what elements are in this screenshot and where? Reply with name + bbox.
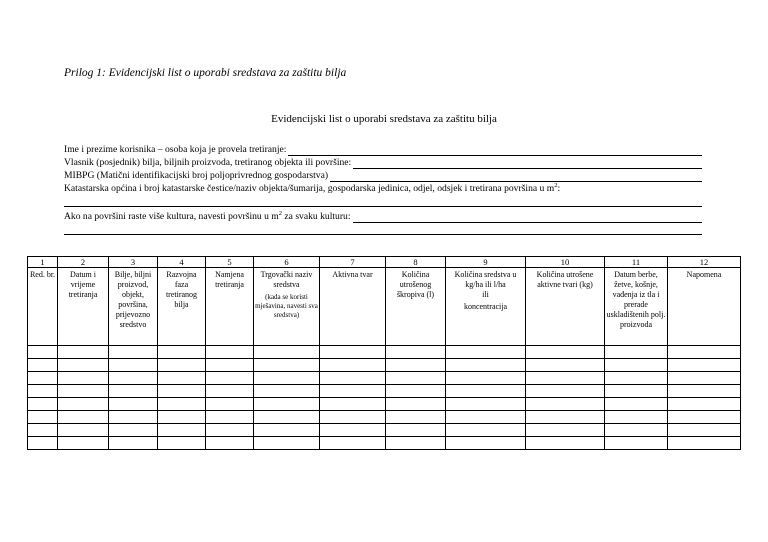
table-cell[interactable]	[28, 346, 58, 359]
table-cell[interactable]	[605, 411, 668, 424]
table-cell[interactable]	[158, 346, 206, 359]
table-cell[interactable]	[446, 372, 526, 385]
header-red-br: Red. br.	[28, 268, 58, 346]
header-datum: Datum i vrijeme tretiranja	[58, 268, 109, 346]
user-name-field[interactable]	[64, 143, 702, 156]
table-cell[interactable]	[605, 424, 668, 437]
table-cell[interactable]	[526, 385, 605, 398]
cadastral-text: Katastarska općina i broj katastarske čestice/naziv objekta/šumarija, gospodarska jedinica, odjel, odsjek i tretirana površina u m	[64, 183, 555, 194]
owner-label: Vlasnik (posjednik) bilja, biljnih proizvoda, tretiranog objekta ili površine:	[64, 157, 352, 168]
header-napomena: Napomena	[668, 268, 741, 346]
table-cell[interactable]	[320, 411, 386, 424]
records-table	[27, 256, 741, 450]
table-cell[interactable]	[28, 372, 58, 385]
table-row	[28, 359, 741, 372]
table-row	[28, 372, 741, 385]
owner-line[interactable]	[353, 159, 702, 169]
table-cell[interactable]	[386, 411, 446, 424]
user-name-label: Ime i prezime korisnika – osoba koja je provela tretiranje:	[64, 144, 287, 155]
table-cell[interactable]	[254, 411, 320, 424]
table-cell[interactable]	[206, 411, 254, 424]
table-cell[interactable]	[526, 359, 605, 372]
table-cell[interactable]	[158, 424, 206, 437]
table-cell[interactable]	[446, 411, 526, 424]
table-cell[interactable]	[320, 424, 386, 437]
table-cell[interactable]	[526, 372, 605, 385]
table-cell[interactable]	[526, 398, 605, 411]
table-cell[interactable]	[320, 372, 386, 385]
table-cell[interactable]	[254, 385, 320, 398]
table-cell[interactable]	[605, 346, 668, 359]
table-cell[interactable]	[109, 385, 158, 398]
col-number: 2	[58, 257, 109, 268]
table-cell[interactable]	[526, 411, 605, 424]
multi-crop-end: za svaku kulturu:	[282, 211, 351, 222]
table-cell[interactable]	[58, 372, 109, 385]
table-cell[interactable]	[386, 359, 446, 372]
table-cell[interactable]	[668, 398, 741, 411]
table-cell[interactable]	[526, 437, 605, 450]
cadastral-line[interactable]	[64, 197, 702, 207]
owner-field[interactable]	[64, 156, 702, 169]
table-row	[28, 411, 741, 424]
table-cell[interactable]	[158, 398, 206, 411]
table-cell[interactable]	[386, 372, 446, 385]
table-cell[interactable]	[446, 424, 526, 437]
cadastral-line-field[interactable]	[64, 195, 702, 207]
col-number: 8	[386, 257, 446, 268]
table-cell[interactable]	[446, 385, 526, 398]
table-cell[interactable]	[158, 359, 206, 372]
table-cell[interactable]	[109, 424, 158, 437]
header-fields	[64, 143, 702, 235]
table-cell[interactable]	[668, 424, 741, 437]
table-cell[interactable]	[109, 437, 158, 450]
table-cell[interactable]	[386, 346, 446, 359]
blank-rows	[28, 346, 741, 450]
table-cell[interactable]	[254, 398, 320, 411]
table-cell[interactable]	[446, 398, 526, 411]
table-cell[interactable]	[206, 424, 254, 437]
table-cell[interactable]	[526, 424, 605, 437]
multi-crop-line2-field[interactable]	[64, 223, 702, 235]
table-cell[interactable]	[605, 437, 668, 450]
table-row	[28, 385, 741, 398]
table-cell[interactable]	[109, 359, 158, 372]
table-row	[28, 346, 741, 359]
header-datum-berbe: Datum berbe, žetve, košnje, vađenja iz tla i prerade uskladištenih polj. proizvoda	[605, 268, 668, 346]
table-cell[interactable]	[206, 372, 254, 385]
header-razvojna-faza: Razvojna faza tretiranog bilja	[158, 268, 206, 346]
table-cell[interactable]	[254, 346, 320, 359]
col-number: 1	[28, 257, 58, 268]
table-cell[interactable]	[446, 437, 526, 450]
mibpg-line[interactable]	[330, 172, 702, 182]
table-cell[interactable]	[668, 346, 741, 359]
column-header-row	[28, 268, 741, 346]
table-cell[interactable]	[109, 411, 158, 424]
table-cell[interactable]	[320, 437, 386, 450]
header-kolicina-sredstva-b: ili	[482, 290, 489, 299]
table-cell[interactable]	[206, 359, 254, 372]
cadastral-field	[64, 182, 702, 195]
table-cell[interactable]	[254, 359, 320, 372]
table-cell[interactable]	[158, 385, 206, 398]
table-cell[interactable]	[254, 372, 320, 385]
col-number: 3	[109, 257, 158, 268]
multi-crop-field[interactable]	[64, 210, 702, 223]
table-cell[interactable]	[58, 398, 109, 411]
col-number: 4	[158, 257, 206, 268]
table-cell[interactable]	[254, 424, 320, 437]
table-cell[interactable]	[320, 385, 386, 398]
annex-title: Prilog 1: Evidencijski list o uporabi sredstava za zaštitu bilja	[64, 67, 347, 79]
table-cell[interactable]	[668, 437, 741, 450]
header-trgovacki-naziv-main: Trgovački naziv sredstva	[260, 270, 313, 289]
table-cell[interactable]	[58, 411, 109, 424]
table-cell[interactable]	[109, 346, 158, 359]
col-number: 9	[446, 257, 526, 268]
cadastral-end: :	[557, 183, 561, 194]
multi-crop-line2[interactable]	[64, 225, 702, 235]
table-cell[interactable]	[109, 398, 158, 411]
table-row	[28, 437, 741, 450]
table-row	[28, 398, 741, 411]
mibpg-label: MIBPG (Matični identifikacijski broj poljoprivrednog gospodarstva)	[64, 170, 329, 181]
multi-crop-sup: 2	[278, 209, 283, 217]
table-cell[interactable]	[386, 385, 446, 398]
header-kolicina-sredstva-c: koncentracija	[463, 302, 508, 311]
table-cell[interactable]	[668, 372, 741, 385]
header-trgovacki-naziv-note: (kada se koristi mješavina, navesti sva sredstva)	[255, 293, 318, 319]
table-cell[interactable]	[28, 385, 58, 398]
table-cell[interactable]	[605, 385, 668, 398]
user-name-line[interactable]	[288, 146, 702, 156]
col-number: 12	[668, 257, 741, 268]
table-cell[interactable]	[446, 346, 526, 359]
multi-crop-line[interactable]	[353, 213, 703, 223]
table-cell[interactable]	[320, 346, 386, 359]
table-cell[interactable]	[28, 359, 58, 372]
header-kolicina-skropiva: Količina utrošenog škropiva (l)	[386, 268, 446, 346]
table-cell[interactable]	[605, 372, 668, 385]
table-cell[interactable]	[109, 372, 158, 385]
table-cell[interactable]	[605, 359, 668, 372]
table-cell[interactable]	[206, 385, 254, 398]
table-cell[interactable]	[254, 437, 320, 450]
header-kolicina-aktivne-tvari: Količina utrošene aktivne tvari (kg)	[526, 268, 605, 346]
table-cell[interactable]	[386, 398, 446, 411]
header-kolicina-sredstva-a: Količina sredstva u kg/ha ili l/ha	[454, 270, 517, 289]
table-cell[interactable]	[320, 398, 386, 411]
table-cell[interactable]	[668, 411, 741, 424]
multi-crop-text: Ako na površini raste više kultura, navesti površinu u m	[64, 211, 279, 222]
multi-crop-label	[64, 211, 351, 223]
header-aktivna-tvar: Aktivna tvar	[320, 268, 386, 346]
table-cell[interactable]	[158, 437, 206, 450]
table-cell[interactable]	[446, 359, 526, 372]
table-cell[interactable]	[58, 359, 109, 372]
header-kolicina-sredstva	[446, 268, 526, 346]
table-cell[interactable]	[58, 437, 109, 450]
header-trgovacki-naziv	[254, 268, 320, 346]
table-cell[interactable]	[386, 424, 446, 437]
table-cell[interactable]	[158, 411, 206, 424]
table-cell[interactable]	[320, 359, 386, 372]
mibpg-field[interactable]	[64, 169, 702, 182]
table-cell[interactable]	[28, 424, 58, 437]
table-cell[interactable]	[28, 411, 58, 424]
col-number: 10	[526, 257, 605, 268]
table-cell[interactable]	[605, 398, 668, 411]
table-cell[interactable]	[58, 385, 109, 398]
cadastral-label	[64, 183, 560, 195]
cadastral-sup: 2	[554, 181, 558, 189]
table-cell[interactable]	[206, 437, 254, 450]
table-cell[interactable]	[526, 346, 605, 359]
table-cell[interactable]	[28, 437, 58, 450]
table-cell[interactable]	[668, 385, 741, 398]
col-number: 6	[254, 257, 320, 268]
table-cell[interactable]	[386, 437, 446, 450]
table-cell[interactable]	[58, 346, 109, 359]
table-cell[interactable]	[206, 346, 254, 359]
column-number-row	[28, 257, 741, 268]
table-cell[interactable]	[206, 398, 254, 411]
header-namjena: Namjena tretiranja	[206, 268, 254, 346]
table-row	[28, 424, 741, 437]
table-cell[interactable]	[158, 372, 206, 385]
table-cell[interactable]	[28, 398, 58, 411]
col-number: 11	[605, 257, 668, 268]
table-cell[interactable]	[668, 359, 741, 372]
header-bilje: Bilje, biljni proizvod, objekt, površina, prijevozno sredstvo	[109, 268, 158, 346]
col-number: 7	[320, 257, 386, 268]
col-number: 5	[206, 257, 254, 268]
table-cell[interactable]	[58, 424, 109, 437]
document-title: Evidencijski list o uporabi sredstava za zaštitu bilja	[271, 113, 497, 125]
